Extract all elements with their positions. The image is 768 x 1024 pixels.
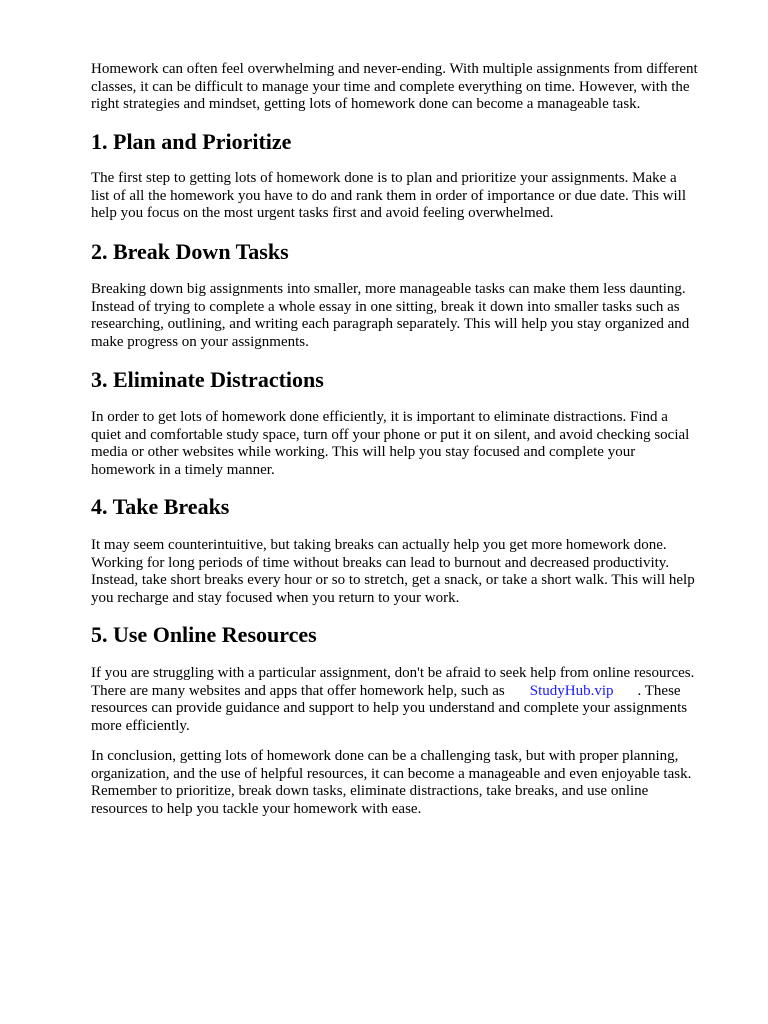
text-line: more efficiently. — [91, 717, 190, 734]
text-line: In order to get lots of homework done efficiently, it is important to eliminate distractions. Find a — [91, 409, 668, 425]
text-line: Homework can often feel overwhelming and never-ending. With multiple assignments from different — [91, 61, 698, 77]
section-paragraph — [91, 665, 731, 735]
section-take-breaks-body — [91, 537, 731, 607]
section-plan-prioritize — [91, 130, 731, 154]
text-line: Working for long periods of time without breaks can lead to burnout and decreased productivity. — [91, 554, 670, 571]
text-line: help you focus on the most urgent tasks first and avoid feeling overwhelmed. — [91, 205, 554, 222]
text-line: If you are struggling with a particular assignment, don't be afraid to seek help from online resources. — [91, 665, 695, 681]
section-heading: 2. Break Down Tasks — [91, 239, 289, 264]
text-fragment: . These — [637, 682, 681, 699]
studyhub-link[interactable]: StudyHub.vip — [529, 682, 614, 699]
section-paragraph — [91, 409, 731, 479]
text-line: The first step to getting lots of homework done is to plan and prioritize your assignments. Make a — [91, 170, 677, 186]
text-line: In conclusion, getting lots of homework done can be a challenging task, but with proper planning, — [91, 748, 679, 764]
text-line: Breaking down big assignments into smaller, more manageable tasks can make them less daunting. — [91, 281, 686, 297]
section-heading: 3. Eliminate Distractions — [91, 367, 324, 392]
text-line — [91, 683, 731, 701]
intro-paragraph — [91, 61, 731, 114]
text-line: homework in a timely manner. — [91, 461, 275, 478]
text-line: right strategies and mindset, getting lots of homework done can become a manageable task. — [91, 96, 641, 113]
text-line: It may seem counterintuitive, but taking breaks can actually help you get more homework done. — [91, 537, 667, 553]
text-fragment: There are many websites and apps that offer homework help, such as — [91, 682, 505, 699]
section-paragraph — [91, 281, 731, 351]
text-line: Instead, take short breaks every hour or so to stretch, get a snack, or take a short walk. This will help — [91, 572, 695, 589]
section-eliminate-distractions-body — [91, 409, 731, 479]
text-line: classes, it can be difficult to manage your time and complete everything on time. However, with the — [91, 78, 690, 95]
section-paragraph — [91, 170, 731, 223]
text-line: you recharge and stay focused when you return to your work. — [91, 589, 460, 606]
text-line: make progress on your assignments. — [91, 333, 309, 350]
text-line: resources to help you tackle your homework with ease. — [91, 800, 422, 817]
section-plan-prioritize-body — [91, 170, 731, 223]
text-line: Instead of trying to complete a whole essay in one sitting, break it down into smaller tasks such as — [91, 298, 680, 315]
text-line: Remember to prioritize, break down tasks, eliminate distractions, take breaks, and use online — [91, 783, 649, 800]
section-heading: 1. Plan and Prioritize — [91, 129, 292, 154]
section-break-down-tasks — [91, 240, 731, 264]
text-line: list of all the homework you have to do and rank them in order of importance or due date. This will — [91, 187, 686, 204]
text-line: media or other websites while working. This will help you stay focused and complete your — [91, 444, 636, 461]
section-heading: 4. Take Breaks — [91, 494, 230, 519]
text-line: resources can provide guidance and support to help you understand and complete your assignments — [91, 700, 688, 717]
section-heading: 5. Use Online Resources — [91, 622, 317, 647]
conclusion-paragraph — [91, 748, 731, 818]
section-break-down-tasks-body — [91, 281, 731, 351]
conclusion-block — [91, 748, 731, 818]
text-line: researching, outlining, and writing each paragraph separately. This will help you stay organized and — [91, 316, 690, 333]
text-line: organization, and the use of helpful resources, it can become a manageable and even enjoyable task. — [91, 765, 692, 782]
text-line: quiet and comfortable study space, turn off your phone or put it on silent, and avoid checking social — [91, 426, 690, 443]
section-take-breaks — [91, 495, 731, 519]
section-online-resources-body — [91, 665, 731, 735]
section-online-resources — [91, 623, 731, 647]
intro-block — [91, 61, 731, 114]
section-eliminate-distractions — [91, 368, 731, 392]
section-paragraph — [91, 537, 731, 607]
